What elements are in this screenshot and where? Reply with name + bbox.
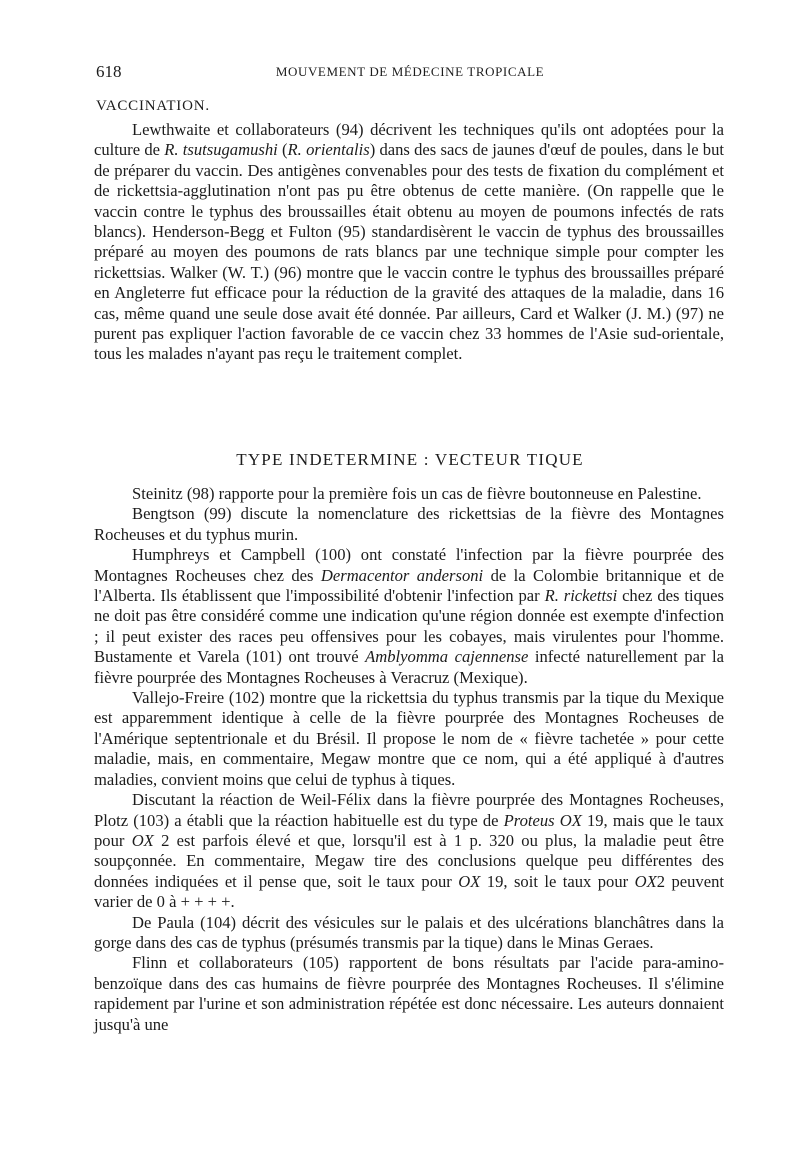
- text-run: Lewthwaite et collaborateurs (94) décrivent les techniques qu'ils ont adoptées pour la culture de: [94, 120, 724, 160]
- paragraph: [94, 545, 724, 688]
- text-run: 2 peuvent varier de 0 à + + + +.: [94, 871, 724, 912]
- text-run: chez des tiques ne doit pas être considéré comme une indication qu'une région donnée est exempte d'infection ; il peut exister des races peu offensives pour les cobayes, mais virulentes pour l'homme. Bustamente et Varela (101) ont trouvé: [94, 586, 724, 667]
- page-number: 618: [96, 62, 122, 81]
- paragraph: [94, 484, 724, 504]
- italic-run: R. orientalis: [287, 140, 370, 160]
- text-run: Flinn et collaborateurs (105) rapportent de bons résultats par l'acide para-amino-benzoïque dans des cas humains de fièvre pourprée des Montagnes Rocheuses. Il s'élimine rapidement par l'urine et son administration répétée est donc nécessaire. Les auteurs donnaient jusqu'à une: [94, 953, 724, 1034]
- text-run: Humphreys et Campbell (100) ont constaté l'infection par la fièvre pourprée des Montagnes Rocheuses chez des: [94, 545, 724, 585]
- italic-run: Dermacentor andersoni: [320, 565, 484, 585]
- text-run: 19, soit le taux pour: [480, 871, 635, 891]
- italic-run: OX: [634, 871, 657, 891]
- text-run: (: [277, 140, 288, 160]
- page-header: [96, 60, 724, 84]
- paragraph: [94, 688, 724, 790]
- text-run: de la Colombie britannique et de l'Alberta. Ils établissent que l'impossibilité d'obtenir l'infection par: [94, 565, 724, 606]
- italic-run: R. tsutsugamushi: [164, 140, 278, 160]
- text-run: De Paula (104) décrit des vésicules sur le palais et des ulcérations blanchâtres dans la gorge dans des cas de typhus (présumés transmis par la tique) dans le Minas Geraes.: [94, 912, 724, 952]
- text-run: Bengtson (99) discute la nomenclature des rickettsias de la fièvre des Montagnes Rocheuses et du typhus murin.: [94, 504, 724, 544]
- text-run: ) dans des sacs de jaunes d'œuf de poules, dans le but de préparer du vaccin. Des antigènes convenables pour des tests de fixation du complément et de rickettsia-agglutination n'ont pas pu être obtenus de cette manière. (On rappelle que le vaccin contre le typhus des broussailles était obtenu au moyen de poumons infectés de rats blancs). Henderson-Begg et Fulton (95) standardisèrent le vaccin de typhus des broussailles préparé au moyen des poumons de rats blancs par une technique simple pour compter les rickettsias. Walker (W. T.) (96) montre que le vaccin contre le typhus des broussailles préparé en Angleterre fut efficace pour la réduction de la gravité des attaques de la maladie, dans 16 cas, même quand une seule dose avait été donnée. Par ailleurs, Card et Walker (J. M.) (97) ne purent pas expliquer l'action favorable de ce vaccin chez 33 hommes de l'Asie sud-orientale, tous les malades n'ayant pas reçu le traitement complet.: [94, 140, 725, 364]
- italic-run: Proteus OX: [503, 810, 582, 830]
- section-body: [94, 484, 724, 1035]
- italic-run: OX: [458, 871, 481, 891]
- text-run: 2 est parfois élevé et que, lorsqu'il est à 1 p. 320 ou plus, la maladie peut être soupçonnée. En commentaire, Megaw tire des conclusions quelque peu différentes des données indiquées et il pense que, soit le taux pour: [94, 830, 724, 891]
- text-run: infecté naturellement par la fièvre pourprée des Montagnes Rocheuses à Veracruz (Mexique).: [94, 647, 724, 687]
- vaccination-heading: VACCINATION.: [96, 98, 210, 114]
- running-title: MOUVEMENT DE MÉDECINE TROPICALE: [275, 64, 545, 79]
- italic-run: Amblyomma cajennense: [365, 647, 529, 667]
- text-run: Discutant la réaction de Weil-Félix dans la fièvre pourprée des Montagnes Rocheuses, Plotz (103) a établi que la réaction habituelle est du type de: [94, 790, 724, 830]
- paragraph: [94, 504, 724, 545]
- italic-run: R. rickettsi: [544, 586, 618, 606]
- italic-run: OX: [131, 830, 154, 850]
- text-run: Vallejo-Freire (102) montre que la rickettsia du typhus transmis par la tique du Mexique est apparemment identique à celle de la fièvre pourprée des Montagnes Rocheuses de l'Amérique septentrionale et du Brésil. Il propose le nom de « fièvre tachetée » pour cette maladie, mais, en commentaire, Megaw montre que ce nom, qui a été appliqué à d'autres maladies, convient moins que celui de typhus à tiques.: [94, 688, 724, 789]
- vaccination-body: [94, 120, 724, 365]
- section-title: TYPE INDETERMINE : VECTEUR TIQUE: [236, 450, 584, 469]
- paragraph: [94, 120, 724, 365]
- paragraph: [94, 790, 724, 912]
- text-run: Steinitz (98) rapporte pour la première fois un cas de fièvre boutonneuse en Palestine.: [132, 484, 702, 503]
- paragraph: [94, 913, 724, 954]
- paragraph: [94, 953, 724, 1035]
- text-run: 19, mais que le taux pour: [94, 810, 724, 850]
